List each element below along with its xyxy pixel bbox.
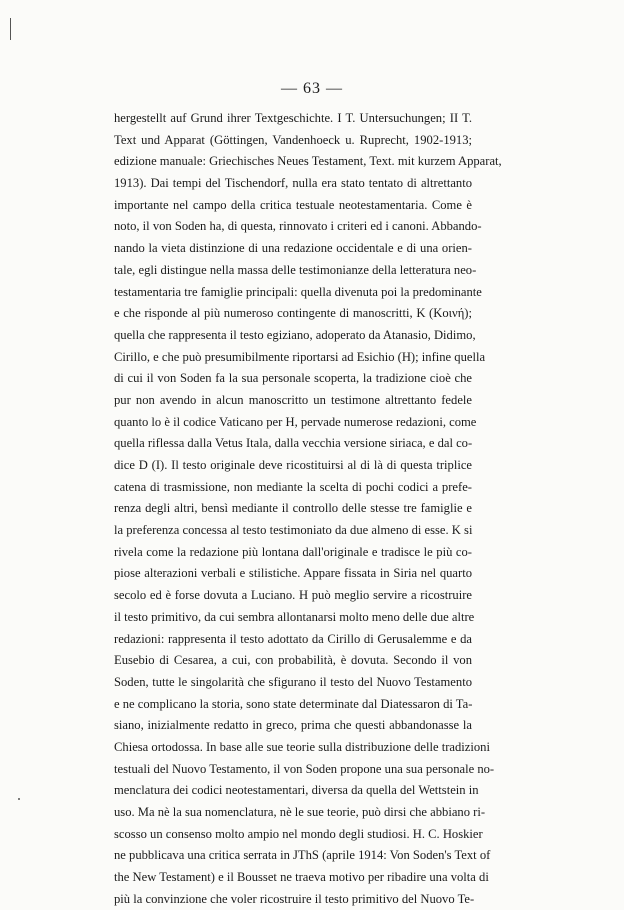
text-line: ne pubblicava una critica serrata in JThS (aprile 1914: Von Soden's Text of (114, 848, 491, 863)
text-line: importante nel campo della critica testuale neotestamentaria. Come è (114, 197, 472, 212)
text-line: Chiesa ortodossa. In base alle sue teorie sulla distribuzione delle tradizioni (114, 739, 490, 754)
text-line: Soden, tutte le singolarità che sfigurano il testo del Nuovo Testamento (114, 674, 472, 689)
text-line: edizione manuale: Griechisches Neues Testament, Text. mit kurzem Apparat, (114, 154, 502, 169)
text-line: catena di trasmissione, non mediante la scelta di pochi codici a prefe- (114, 479, 472, 494)
text-line: menclatura dei codici neotestamentari, diversa da quella del Wettstein in (114, 783, 479, 798)
text-line: Cirillo, e che può presumibilmente riportarsi ad Esichio (H); infine quella (114, 349, 486, 364)
text-line: tale, egli distingue nella massa delle testimonianze della letteratura neo- (114, 262, 477, 277)
text-line: il testo primitivo, da cui sembra allontanarsi molto meno delle due altre (114, 609, 475, 624)
body-text (114, 108, 502, 910)
text-line: scosso un consenso molto ampio nel mondo degli studiosi. H. C. Hoskier (114, 826, 483, 841)
page-number: — 63 — (281, 80, 343, 97)
text-line: e ne complicano la storia, sono state determinate dal Diatessaron di Ta- (114, 696, 473, 711)
scan-dust-speck (18, 798, 20, 800)
text-line: hergestellt auf Grund ihrer Textgeschichte. I T. Untersuchungen; II T. (114, 111, 472, 125)
text-line: più la convinzione che voler ricostruire il testo primitivo del Nuovo Te- (114, 891, 475, 906)
text-line: la preferenza concessa al testo testimoniato da due almeno di esse. K si (114, 523, 473, 538)
text-line: Eusebio di Cesarea, a cui, con probabilità, è dovuta. Secondo il von (114, 653, 472, 668)
text-line: testuali del Nuovo Testamento, il von Soden propone una sua personale no- (114, 761, 495, 776)
text-line: quella riflessa dalla Vetus Itala, dalla vecchia versione siriaca, e dal co- (114, 436, 473, 451)
text-line: quanto lo è il codice Vaticano per H, pervade numerose redazioni, come (114, 414, 477, 429)
text-line: testamentaria tre famiglie principali: quella divenuta poi la predominante (114, 284, 482, 299)
text-line: secolo ed è forse dovuta a Luciano. H può meglio servire a ricostruire (114, 588, 472, 603)
text-line: uso. Ma nè la sua nomenclatura, nè le sue teorie, può dirsi che abbiano ri- (114, 805, 486, 819)
text-line: pur non avendo in alcun manoscritto un testimone altrettanto fedele (114, 392, 472, 407)
text-line: e che risponde al più numeroso contingente di manoscritti, K (Κοινή); (114, 306, 472, 321)
text-line: nando la vieta distinzione di una redazione occidentale e di una orien- (114, 241, 472, 256)
text-line: the New Testament) e il Bousset ne traeva motivo per ribadire una volta di (114, 870, 489, 885)
text-line: quella che rappresenta il testo egiziano, adoperato da Atanasio, Didimo, (114, 327, 476, 342)
text-line: Text und Apparat (Göttingen, Vandenhoeck u. Ruprecht, 1902-1913; (114, 132, 472, 147)
text-line: redazioni: rappresenta il testo adottato da Cirillo di Gerusalemme e da (114, 631, 472, 646)
text-line: rivela come la redazione più lontana dall'originale e tradisce le più co- (114, 544, 472, 559)
text-line: renza degli altri, bensì mediante il controllo delle stesse tre famiglie e (114, 501, 472, 516)
text-line: dice D (I). Il testo originale deve ricostituirsi al di là di questa triplice (114, 458, 472, 472)
text-line: di cui il von Soden fa la sua personale scoperta, la tradizione cioè che (114, 371, 472, 386)
scan-margin-mark (10, 18, 11, 40)
text-line: piose alterazioni verbali e stilistiche. Appare fissata in Siria nel quarto (114, 566, 472, 581)
text-line: siano, inizialmente redatto in greco, prima che questi abbandonasse la (114, 718, 472, 733)
text-line: noto, il von Soden ha, di questa, rinnovato i criteri ed i canoni. Abbando- (114, 219, 482, 234)
text-line: 1913). Dai tempi del Tischendorf, nulla era stato tentato di altrettanto (114, 176, 472, 191)
